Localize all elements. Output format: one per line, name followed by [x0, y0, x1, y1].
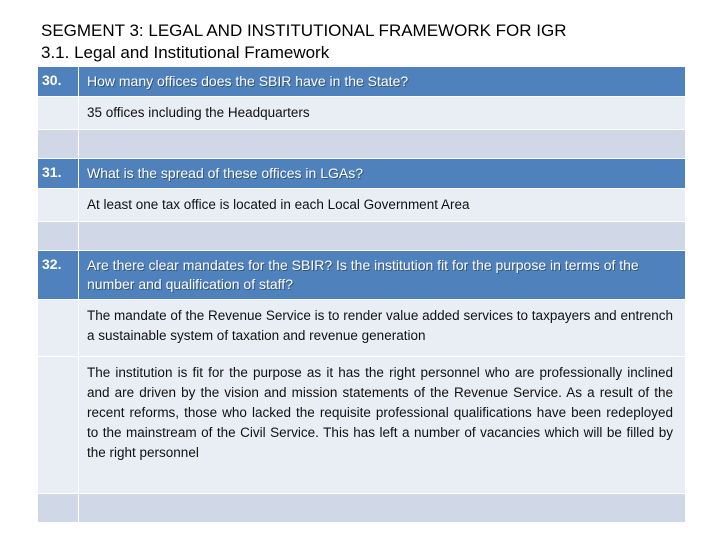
- answer-row: [38, 189, 686, 222]
- question-number: 31.: [38, 159, 79, 189]
- spacer-cell: [79, 222, 686, 251]
- answer-number-cell: [38, 300, 79, 357]
- answer-text: The institution is fit for the purpose as it has the right personnel who are professionally inclined and are driven by the vision and mission statements of the Revenue Service. As a result of the recent reforms, those who lacked the requisite professional qualifications have been redeployed to the mainstream of the Civil Service. This has left a number of vacancies which will be filled by the right personnel: [79, 357, 686, 494]
- framework-table: [37, 66, 686, 523]
- spacer-cell: [38, 222, 79, 251]
- segment-title: SEGMENT 3: LEGAL AND INSTITUTIONAL FRAMEWORK FOR IGR: [41, 21, 567, 40]
- question-number: 32.: [38, 251, 79, 300]
- spacer-row: [38, 222, 686, 251]
- question-row-30: [38, 67, 686, 97]
- answer-text: At least one tax office is located in each Local Government Area: [79, 189, 686, 222]
- spacer-row: [38, 494, 686, 523]
- question-row-32: [38, 251, 686, 300]
- spacer-row: [38, 130, 686, 159]
- heading: [41, 20, 567, 64]
- spacer-cell: [79, 494, 686, 523]
- answer-number-cell: [38, 97, 79, 130]
- question-text: How many offices does the SBIR have in the State?: [79, 67, 686, 97]
- spacer-cell: [38, 494, 79, 523]
- answer-text: 35 offices including the Headquarters: [79, 97, 686, 130]
- answer-row: [38, 97, 686, 130]
- section-title: 3.1. Legal and Institutional Framework: [41, 43, 330, 62]
- answer-row: [38, 300, 686, 357]
- question-row-31: [38, 159, 686, 189]
- answer-number-cell: [38, 189, 79, 222]
- answer-text: The mandate of the Revenue Service is to render value added services to taxpayers and entrench a sustainable system of taxation and revenue generation: [79, 300, 686, 357]
- answer-row: [38, 357, 686, 494]
- spacer-cell: [79, 130, 686, 159]
- question-text: Are there clear mandates for the SBIR? Is the institution fit for the purpose in terms of the number and qualification of staff?: [79, 251, 686, 300]
- spacer-cell: [38, 130, 79, 159]
- question-number: 30.: [38, 67, 79, 97]
- question-text: What is the spread of these offices in LGAs?: [79, 159, 686, 189]
- answer-number-cell: [38, 357, 79, 494]
